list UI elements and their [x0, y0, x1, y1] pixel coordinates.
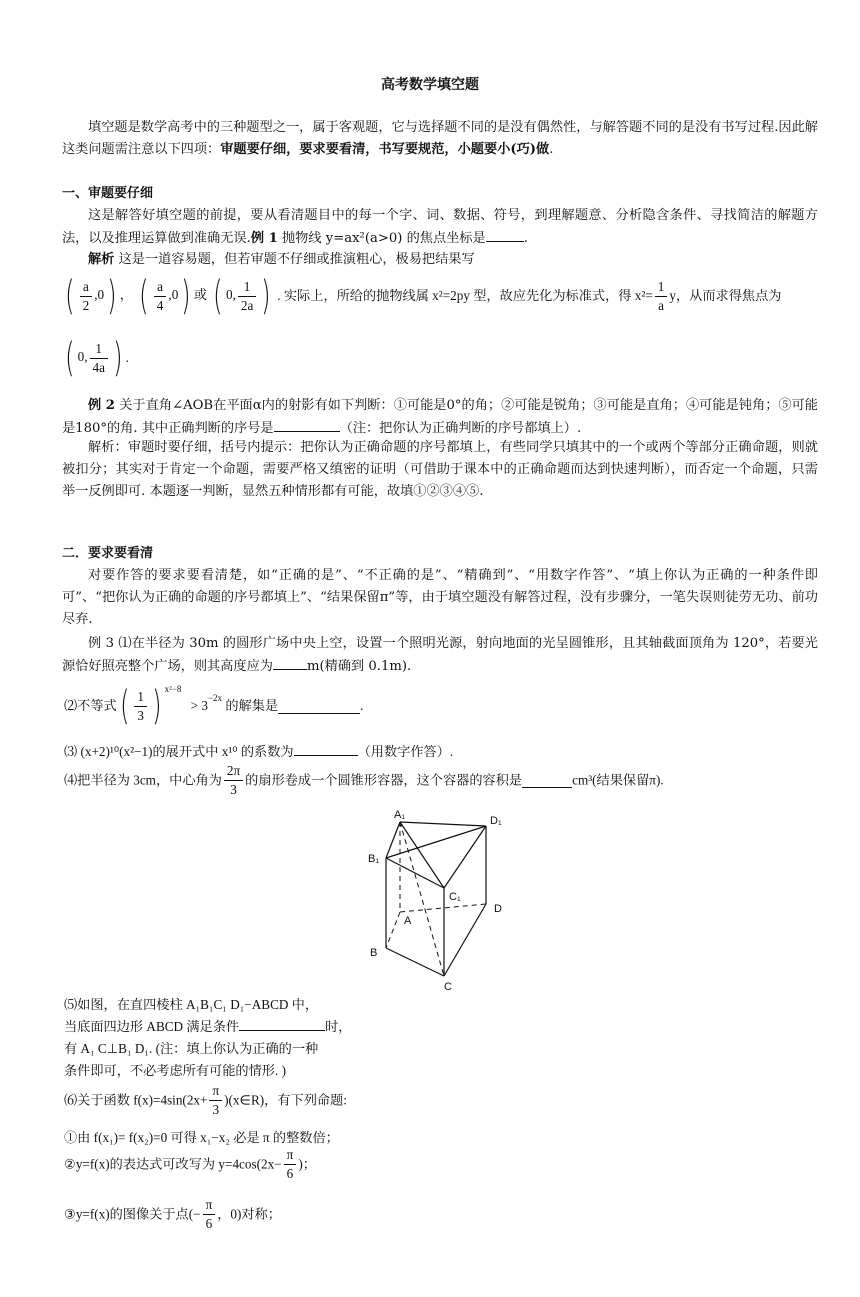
solution-label: 解析	[88, 252, 115, 267]
q2-exponent: x²−8	[164, 683, 182, 694]
answer-blank[interactable]	[522, 773, 572, 788]
frac-num: π	[209, 1082, 222, 1101]
example3-end: m(精确到 0.1m).	[307, 659, 412, 674]
frac-num: 1	[238, 278, 256, 297]
question6-item1: ①由 f(x₁)= f(x₂)=0 可得 x₁−x₂ 必是 π 的整数倍；	[64, 1130, 339, 1145]
frac-num: a	[154, 278, 167, 297]
q6-3-text: ③y=f(x)的图像关于点(−	[64, 1206, 201, 1222]
answer-blank[interactable]	[294, 741, 358, 756]
q2-text: ⑵不等式	[64, 698, 117, 713]
q6-text: ⑹关于函数 f(x)=4sin(2x+	[64, 1092, 208, 1108]
frac-num: 1	[134, 688, 147, 707]
frac-den: 4	[156, 297, 164, 313]
frac-den: 2	[82, 297, 90, 313]
prism-diagram	[352, 808, 522, 994]
section2-heading: 二．要求要看清	[62, 546, 154, 561]
frac-den: 4a	[92, 359, 105, 375]
edge-ab-hidden	[386, 912, 400, 948]
frac-den: a	[658, 297, 664, 313]
page-title: 高考数学填空题	[381, 77, 479, 93]
label-a1: A₁	[394, 809, 406, 821]
example3-text: 例 3 ⑴在半径为 30m 的圆形广场中央上空，设置一个照明光源，射向地面的光呈圆锥形，且其轴截面顶角为 120°，若要光源恰好照亮整个广场，则其高度应为	[62, 636, 818, 674]
frac-den: 6	[286, 1166, 294, 1181]
q6-2-end: )；	[298, 1156, 316, 1172]
frac-den: 3	[230, 782, 237, 797]
q2-tail: 的解集是	[225, 698, 279, 713]
edge-ad-hidden	[400, 904, 486, 912]
diag-a1c-hidden	[400, 822, 444, 976]
example2-paragraph	[62, 395, 818, 440]
example3-paragraph	[62, 633, 818, 678]
q5-text: 当底面四边形 ABCD 满足条件	[64, 1019, 240, 1034]
q4-middle: 的扇形卷成一个圆锥形容器，这个容器的容积是	[245, 772, 523, 788]
solution1-line	[62, 249, 818, 271]
section2-paragraph: 对要作答的要求要看清楚，如“正确的是”、“不正确的是”、“精确到”、“用数字作答”、“填上你认为正确的一种条件即可”、“把你认为正确的命题的序号都填上”、“结果保留π”等，由于填空题没有解答过程，没有步骤分，一笔失误则徒劳无功、前功尽弃.	[62, 568, 818, 627]
q2-end: .	[360, 698, 364, 713]
answer-blank[interactable]	[273, 655, 307, 670]
frac-den: 6	[205, 1216, 213, 1231]
q5-text-end: 时，	[325, 1019, 352, 1034]
q2-rhs-exponent: −2x	[207, 693, 223, 704]
question6-item2	[64, 1146, 316, 1192]
frac-den: 2a	[240, 297, 254, 313]
label-b: B	[370, 947, 378, 959]
frac-num: π	[203, 1196, 216, 1215]
q3-end: （用数字作答）.	[357, 744, 454, 759]
example1-text: 抛物线 y=ax²(a>0) 的焦点坐标是	[282, 231, 486, 246]
example2-label: 例 2	[88, 398, 115, 413]
q3-text: ⑶ (x+2)¹⁰(x²−1)的展开式中 x¹⁰ 的系数为	[64, 744, 294, 759]
solution-tail: y，从而求得焦点为	[669, 288, 782, 303]
frac-den: 3	[212, 1102, 220, 1117]
question6	[64, 1082, 347, 1128]
section1-text: 这是解答好填空题的前提，要从看清题目中的每一个字、词、数据、符号，到理解题意、分析隐含条件、寻找简洁的解题方法，以及推理运算做到准确无误.	[62, 208, 818, 246]
intro-paragraph	[62, 117, 818, 161]
label-c: C	[444, 981, 452, 993]
edge-a1b1	[386, 822, 400, 858]
frac-num: a	[80, 278, 93, 297]
example1-end: .	[523, 231, 528, 246]
example2-note: （注：把你认为正确判断的序号都填上）.	[339, 421, 582, 436]
solution-text: 这是一道容易题，但若审题不仔细或推演粗心，极易把结果写	[118, 252, 475, 267]
question3	[64, 741, 453, 763]
section1-paragraph	[62, 205, 818, 250]
frac-num: 2π	[224, 762, 243, 781]
answer-blank[interactable]	[486, 227, 524, 242]
edge-a1d1	[400, 822, 486, 826]
question4	[64, 762, 664, 808]
edge-bc	[386, 948, 444, 976]
example2-text: 关于直角∠AOB在平面α内的射影有如下判断：①可能是0°的角；②可能是锐角；③可能是直角；④可能是钝角；⑤可能是180°的角. 其中正确判断的序号是	[62, 398, 818, 436]
frac-num: 1	[655, 278, 668, 297]
edge-c1d1	[444, 826, 486, 888]
example2-solution: 解析：审题时要仔细，括号内提示：把你认为正确命题的序号都填上，有些同学只填其中的一个或两个等部分正确命题，则就被扣分；其实对于肯定一个命题，需要严格又缜密的证明（可借助于课本中的正确命题而达到快速判断），而否定一个命题，只需举一反例即可. 本题逐一判断，显然五种情形都有可能，故填①②③④⑤.	[62, 440, 818, 499]
label-d1: D₁	[490, 815, 502, 827]
q6-text-end: )(x∈R)，有下列命题:	[224, 1092, 347, 1108]
q6-2-text: ②y=f(x)的表达式可改写为 y=4cos(2x−	[64, 1156, 282, 1172]
label-d: D	[494, 903, 502, 915]
example1-label: 例 1	[250, 231, 278, 246]
solution1-final: ( 0, $\frac{1}{4a}$ ) .	[65, 335, 129, 381]
label-b1: B₁	[368, 853, 380, 865]
q2-rhs: > 3	[190, 698, 208, 713]
q4-text: ⑷把半径为 3cm，中心角为	[64, 772, 222, 788]
question5-line3: 有 A₁ C⊥B₁ D₁. (注：填上你认为正确的一种	[64, 1041, 319, 1056]
label-c1: C₁	[449, 891, 461, 903]
frac-den: 3	[137, 707, 144, 723]
diag-a1c1	[400, 822, 444, 888]
answer-blank[interactable]	[274, 417, 340, 432]
label-a: A	[404, 915, 412, 927]
q4-end: cm³(结果保留π).	[572, 772, 664, 788]
question5-line2	[64, 1016, 351, 1038]
intro-end: .	[549, 142, 554, 157]
answer-blank[interactable]	[278, 699, 360, 714]
q6-3-end: ，0)对称；	[217, 1206, 281, 1222]
question5-line4: 条件即可，不必考虑所有可能的情形. )	[64, 1063, 286, 1078]
prism-figure	[352, 808, 522, 994]
intro-bold: 审题要仔细，要求要看清，书写要规范，小题要小(巧)做	[220, 142, 550, 157]
frac-num: π	[284, 1146, 297, 1165]
frac-num: 1	[90, 340, 108, 359]
question6-item3	[64, 1196, 281, 1242]
question2: ⑵不等式( $\frac{1}{3}$ ) $^{x^2-8} > 3^{-2x}$ 的解集是 .	[64, 683, 364, 729]
answer-blank[interactable]	[239, 1016, 325, 1031]
edge-cd	[444, 904, 486, 976]
intro-text: 填空题是数学高考中的三种题型之一，属于客观题，它与选择题不同的是没有偶然性，与解答题不同的是没有书写过程.因此解这类问题需注意以下四项：	[62, 120, 818, 157]
diag-b1d1	[386, 826, 486, 858]
solution1-fractions-line: ( $\frac{a}{2}$ ,0) ， ( $\frac{a}{4}$ ,0) 或 ( 0, $\frac{1}{2a}$ ) . 实际上，所给的抛物线属 x²=2py 型，故应先化为标准式，得 x²= $\frac{1}{a}$ y，从而求得焦点为	[65, 273, 782, 319]
question5-line1: ⑸如图，在直四棱柱 A₁B₁C₁ D₁−ABCD 中，	[64, 997, 319, 1012]
edge-b1c1	[386, 858, 444, 888]
section1-heading: 一、审题要仔细	[62, 186, 154, 201]
